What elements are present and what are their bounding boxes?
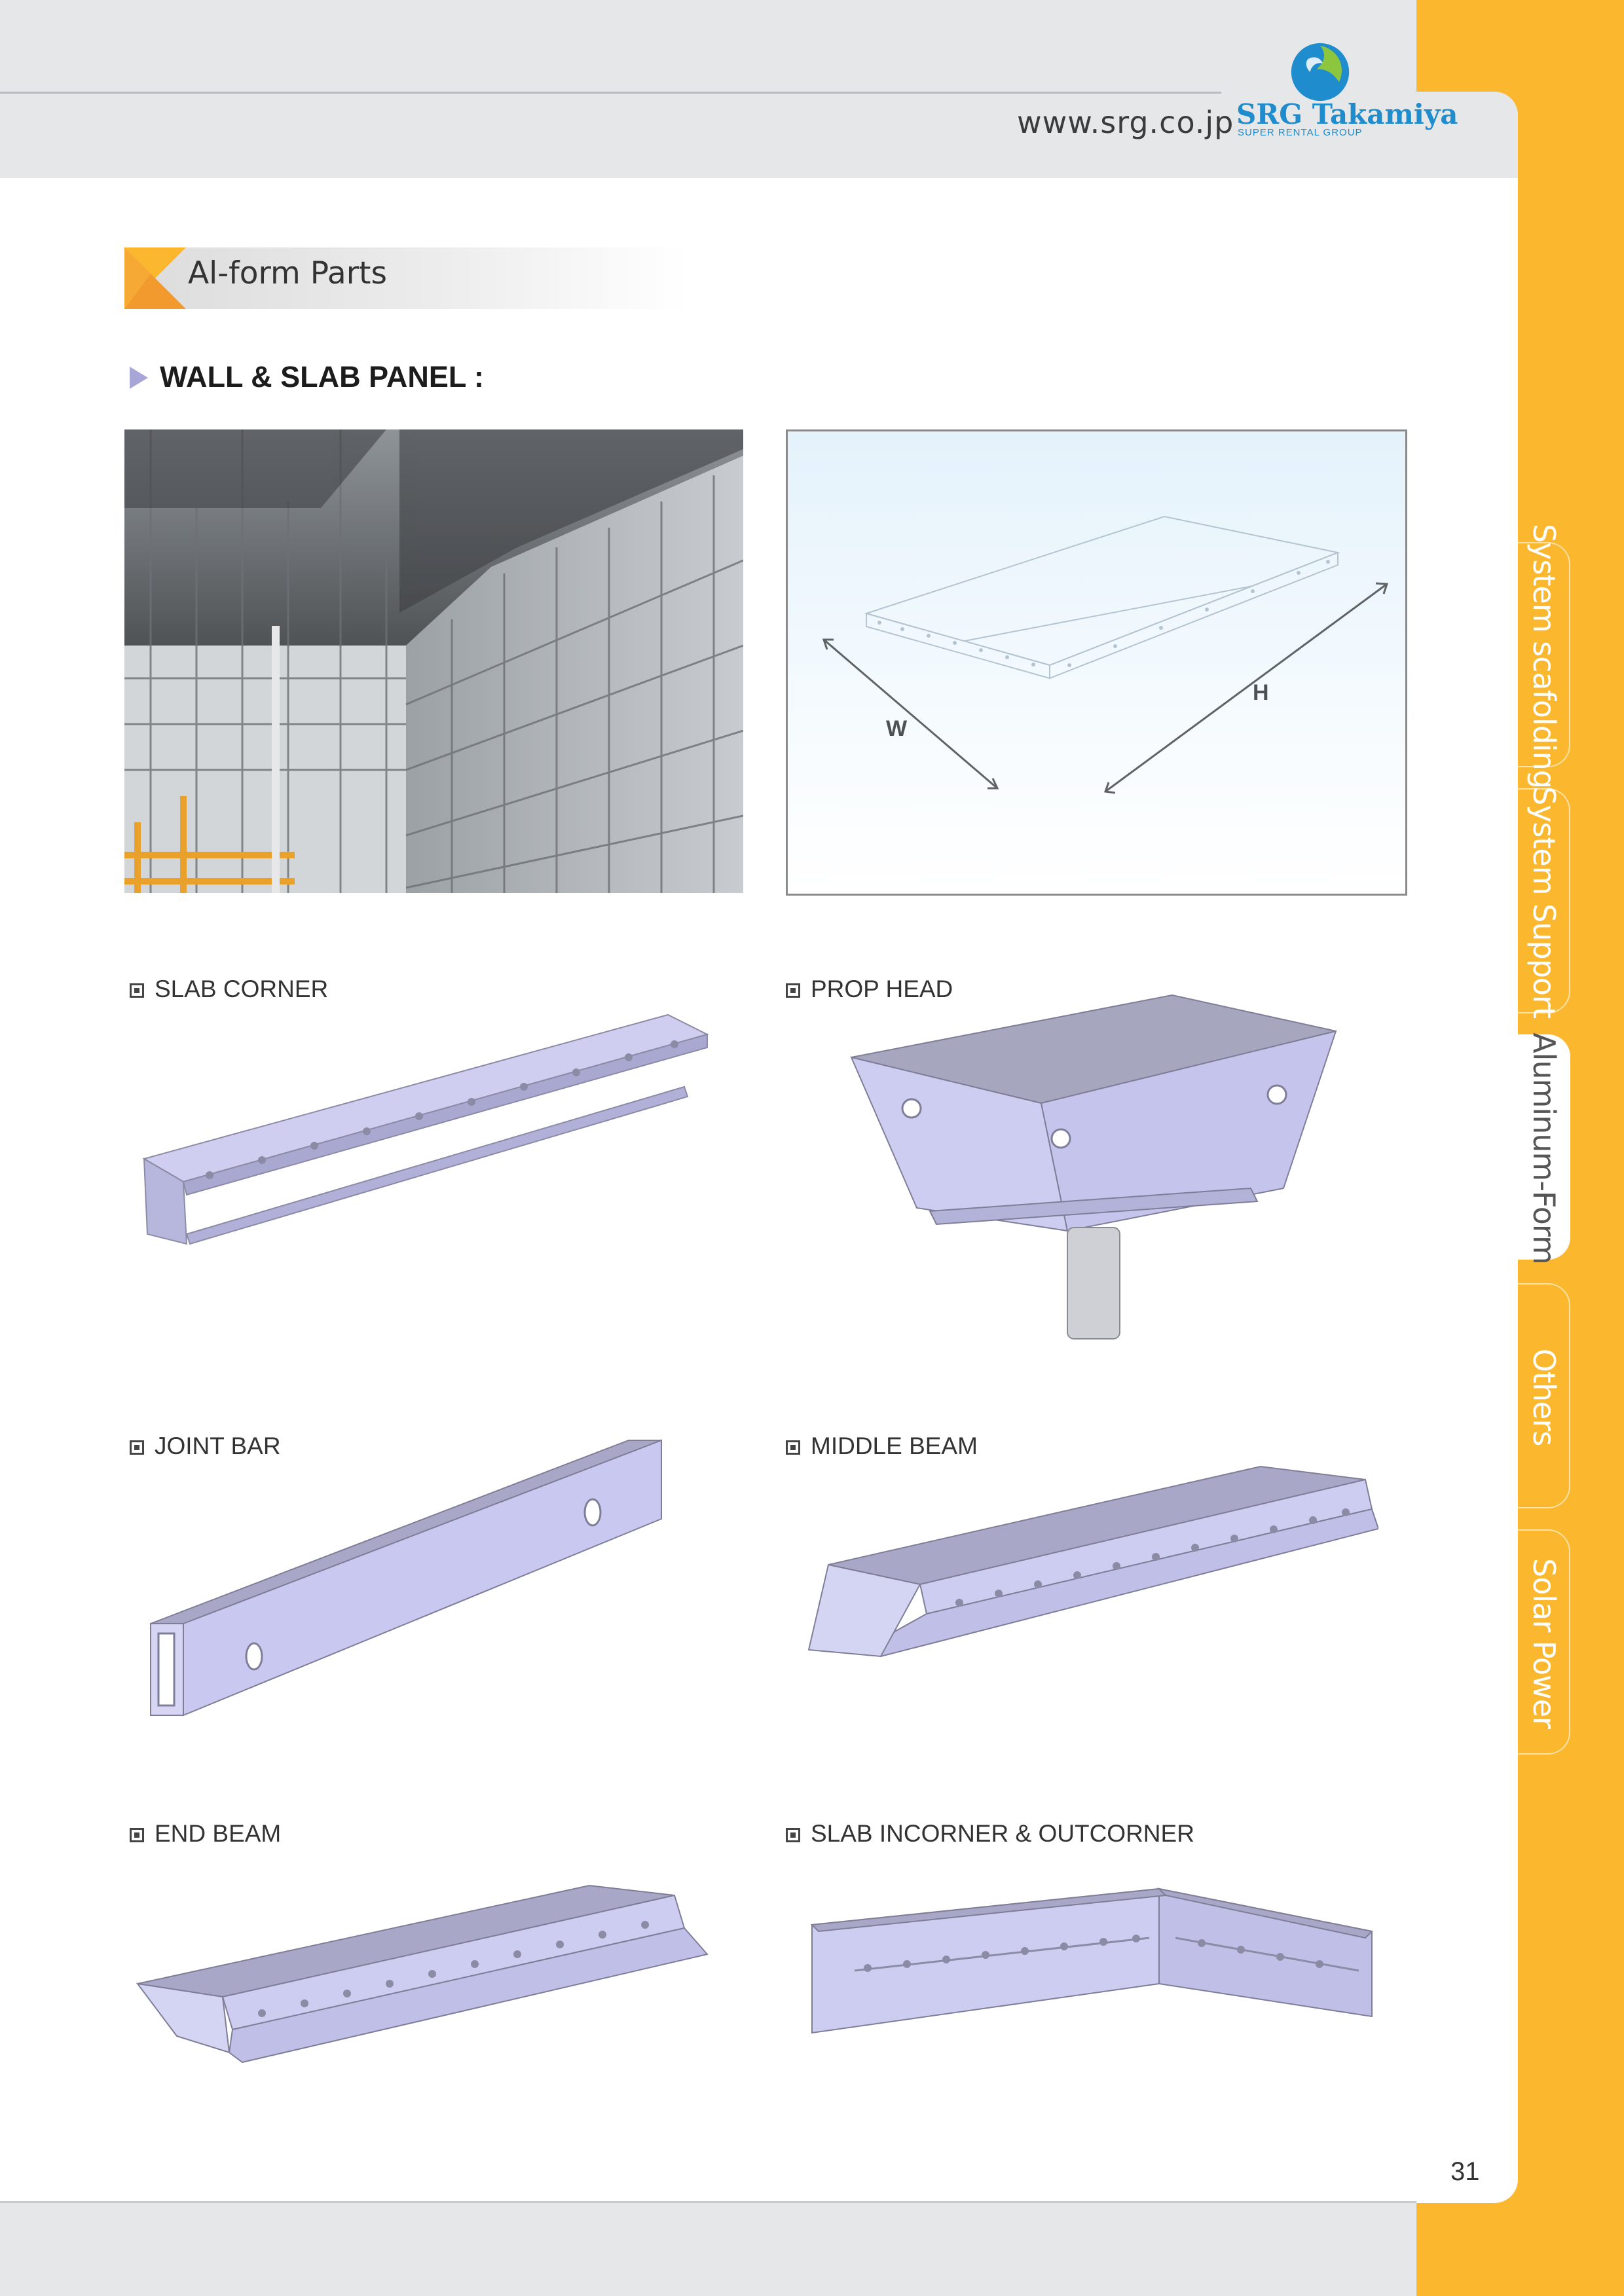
part-label-end-beam: END BEAM	[130, 1820, 281, 1848]
triangle-bullet-icon	[130, 367, 148, 389]
website-url[interactable]: www.srg.co.jp	[1017, 105, 1234, 140]
part-label-slab-corner: SLAB CORNER	[130, 975, 328, 1003]
tab-aluminum-form[interactable]	[1518, 1032, 1570, 1264]
end-beam-drawing	[131, 1879, 710, 2069]
part-label-slab-incorner-outcorner: SLAB INCORNER & OUTCORNER	[786, 1820, 1194, 1848]
tab-label: Others	[1526, 1348, 1562, 1446]
tab-label: Solar Power	[1526, 1558, 1562, 1728]
square-bullet-icon	[786, 1440, 800, 1455]
section-flag-icon	[124, 247, 186, 309]
tab-label: Aluminum-Form	[1526, 1032, 1562, 1264]
tab-others[interactable]	[1518, 1283, 1570, 1508]
square-bullet-icon	[786, 983, 800, 998]
panel-dimension-diagram	[786, 429, 1407, 896]
section-title: Al-form Parts	[188, 255, 387, 291]
tab-system-support[interactable]	[1518, 786, 1570, 1018]
page-number: 31	[1450, 2157, 1480, 2186]
brand-tagline: SUPER RENTAL GROUP	[1238, 127, 1363, 138]
prop-head-drawing	[845, 992, 1342, 1345]
tab-label: System scafolding	[1526, 523, 1562, 789]
square-bullet-icon	[130, 1828, 144, 1842]
tab-label: System Support	[1526, 786, 1562, 1018]
height-label: H	[1253, 680, 1269, 705]
header-divider	[0, 92, 1221, 94]
joint-bar-drawing	[144, 1434, 668, 1728]
brand-name: SRG Takamiya	[1236, 98, 1458, 130]
square-bullet-icon	[130, 983, 144, 998]
subsection-heading: WALL & SLAB PANEL :	[160, 360, 484, 393]
square-bullet-icon	[786, 1828, 800, 1842]
tab-system-scaffolding[interactable]	[1518, 523, 1570, 789]
srg-logo-icon	[1289, 41, 1352, 103]
width-label: W	[886, 716, 908, 741]
middle-beam-drawing	[802, 1460, 1378, 1669]
part-label-middle-beam: MIDDLE BEAM	[786, 1432, 978, 1460]
square-bullet-icon	[130, 1440, 144, 1455]
aluminum-formwork-photo	[124, 429, 743, 893]
part-label-joint-bar: JOINT BAR	[130, 1432, 281, 1460]
part-label-prop-head: PROP HEAD	[786, 975, 953, 1003]
slab-incorner-outcorner-drawing	[809, 1886, 1378, 2043]
footer-divider	[0, 2201, 1416, 2203]
tab-solar-power[interactable]	[1518, 1529, 1570, 1755]
slab-corner-drawing	[138, 1008, 714, 1250]
